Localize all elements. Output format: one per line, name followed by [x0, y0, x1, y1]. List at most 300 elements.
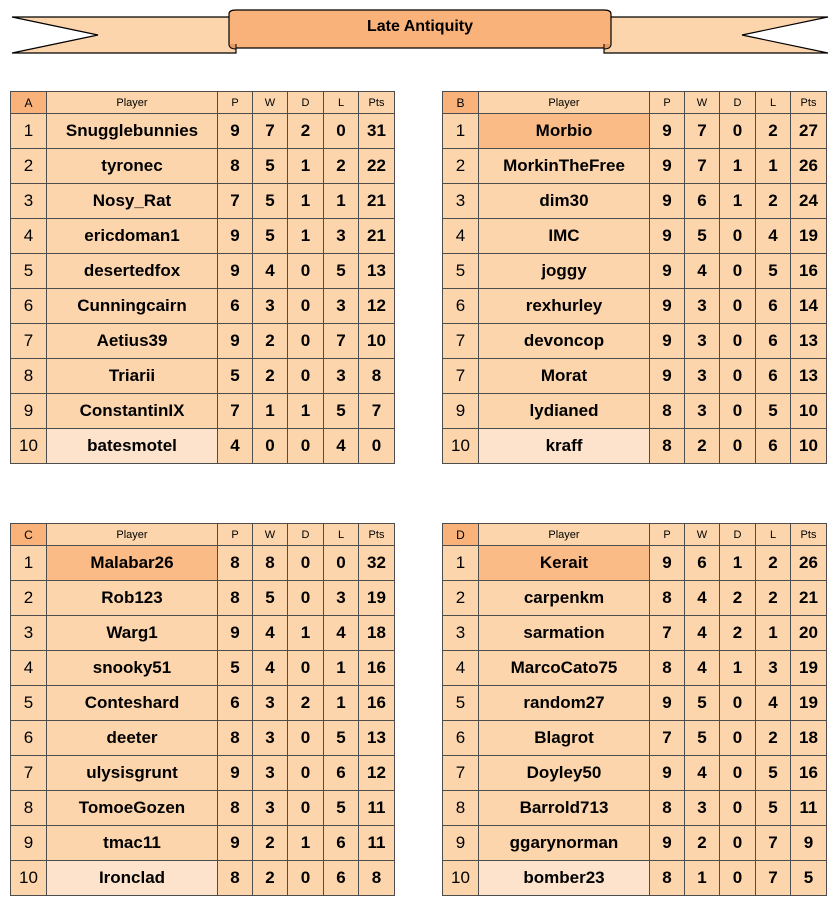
played-cell: 9: [218, 114, 253, 149]
player-name-cell: random27: [479, 686, 650, 721]
played-cell: 9: [218, 616, 253, 651]
player-name-cell: joggy: [479, 254, 650, 289]
points-header: Pts: [359, 524, 395, 546]
table-row: [443, 546, 827, 581]
lost-header: L: [756, 92, 791, 114]
lost-cell: 5: [324, 721, 359, 756]
lost-cell: 2: [756, 184, 791, 219]
won-cell: 7: [253, 114, 288, 149]
player-name-cell: dim30: [479, 184, 650, 219]
won-cell: 3: [253, 686, 288, 721]
position-cell: 6: [11, 721, 47, 756]
player-name-cell: Morbio: [479, 114, 650, 149]
position-cell: 1: [11, 546, 47, 581]
table-row: [11, 826, 395, 861]
player-name-cell: Barrold713: [479, 791, 650, 826]
points-cell: 26: [791, 546, 827, 581]
played-cell: 4: [218, 429, 253, 464]
points-cell: 10: [791, 429, 827, 464]
drawn-cell: 0: [720, 289, 756, 324]
position-cell: 9: [11, 394, 47, 429]
table-row: [11, 721, 395, 756]
table-row: [11, 114, 395, 149]
drawn-cell: 2: [720, 581, 756, 616]
lost-cell: 7: [756, 826, 791, 861]
table-row: [11, 791, 395, 826]
points-cell: 5: [791, 861, 827, 896]
points-cell: 19: [791, 651, 827, 686]
won-cell: 7: [685, 114, 720, 149]
position-cell: 10: [443, 429, 479, 464]
player-name-cell: tmac11: [47, 826, 218, 861]
drawn-cell: 1: [288, 219, 324, 254]
won-header: W: [685, 92, 720, 114]
drawn-cell: 0: [288, 756, 324, 791]
won-cell: 3: [685, 394, 720, 429]
drawn-cell: 1: [288, 184, 324, 219]
player-name-cell: ulysisgrunt: [47, 756, 218, 791]
player-name-cell: batesmotel: [47, 429, 218, 464]
position-cell: 4: [11, 219, 47, 254]
table-row: [443, 324, 827, 359]
points-cell: 16: [791, 756, 827, 791]
position-cell: 7: [443, 359, 479, 394]
lost-cell: 6: [756, 359, 791, 394]
table-row: [11, 184, 395, 219]
won-cell: 6: [685, 184, 720, 219]
table-row: [11, 394, 395, 429]
table-header-row: [11, 524, 395, 546]
won-cell: 3: [253, 756, 288, 791]
player-name-cell: rexhurley: [479, 289, 650, 324]
played-cell: 8: [218, 791, 253, 826]
points-cell: 10: [359, 324, 395, 359]
won-cell: 6: [685, 546, 720, 581]
won-cell: 5: [253, 219, 288, 254]
lost-cell: 5: [756, 254, 791, 289]
lost-cell: 3: [324, 359, 359, 394]
played-cell: 7: [650, 721, 685, 756]
points-cell: 21: [359, 184, 395, 219]
table-row: [443, 686, 827, 721]
player-name-cell: desertedfox: [47, 254, 218, 289]
position-cell: 9: [443, 826, 479, 861]
table-row: [443, 791, 827, 826]
player-name-cell: Blagrot: [479, 721, 650, 756]
position-cell: 9: [443, 394, 479, 429]
drawn-cell: 1: [720, 546, 756, 581]
points-header: Pts: [791, 524, 827, 546]
won-cell: 1: [685, 861, 720, 896]
table-row: [443, 219, 827, 254]
player-header: Player: [47, 524, 218, 546]
drawn-cell: 2: [288, 114, 324, 149]
won-cell: 4: [253, 254, 288, 289]
played-cell: 5: [218, 651, 253, 686]
played-cell: 9: [650, 149, 685, 184]
lost-cell: 7: [324, 324, 359, 359]
won-cell: 3: [685, 359, 720, 394]
points-cell: 9: [791, 826, 827, 861]
position-cell: 9: [11, 826, 47, 861]
points-cell: 16: [791, 254, 827, 289]
player-header: Player: [47, 92, 218, 114]
played-header: P: [218, 524, 253, 546]
won-cell: 3: [253, 289, 288, 324]
lost-cell: 5: [324, 394, 359, 429]
played-cell: 9: [650, 686, 685, 721]
player-name-cell: lydianed: [479, 394, 650, 429]
table-row: [11, 616, 395, 651]
played-header: P: [650, 524, 685, 546]
drawn-cell: 0: [720, 791, 756, 826]
played-cell: 8: [218, 721, 253, 756]
lost-header: L: [324, 524, 359, 546]
player-name-cell: MorkinTheFree: [479, 149, 650, 184]
points-cell: 19: [791, 219, 827, 254]
drawn-cell: 0: [720, 721, 756, 756]
points-cell: 19: [791, 686, 827, 721]
position-cell: 10: [11, 861, 47, 896]
drawn-cell: 0: [720, 686, 756, 721]
group-letter: C: [11, 524, 47, 546]
points-cell: 12: [359, 756, 395, 791]
won-cell: 7: [685, 149, 720, 184]
played-cell: 9: [650, 289, 685, 324]
position-cell: 5: [443, 254, 479, 289]
player-name-cell: Morat: [479, 359, 650, 394]
player-name-cell: Nosy_Rat: [47, 184, 218, 219]
player-name-cell: Triarii: [47, 359, 218, 394]
played-cell: 9: [650, 826, 685, 861]
drawn-cell: 0: [288, 721, 324, 756]
position-cell: 3: [11, 616, 47, 651]
position-cell: 5: [11, 254, 47, 289]
lost-cell: 4: [324, 616, 359, 651]
played-cell: 8: [218, 581, 253, 616]
won-cell: 1: [253, 394, 288, 429]
table-row: [443, 149, 827, 184]
played-cell: 9: [218, 219, 253, 254]
table-row: [11, 581, 395, 616]
points-cell: 13: [359, 721, 395, 756]
drawn-cell: 1: [288, 394, 324, 429]
played-cell: 9: [650, 254, 685, 289]
played-cell: 8: [218, 861, 253, 896]
played-cell: 9: [218, 826, 253, 861]
table-row: [11, 324, 395, 359]
position-cell: 3: [443, 616, 479, 651]
banner-left-ribbon: [12, 17, 236, 53]
player-name-cell: Warg1: [47, 616, 218, 651]
position-cell: 4: [11, 651, 47, 686]
points-cell: 14: [791, 289, 827, 324]
played-cell: 9: [650, 219, 685, 254]
lost-cell: 3: [324, 581, 359, 616]
position-cell: 10: [443, 861, 479, 896]
points-cell: 13: [791, 324, 827, 359]
won-cell: 4: [685, 616, 720, 651]
points-cell: 8: [359, 359, 395, 394]
group-letter: A: [11, 92, 47, 114]
lost-cell: 5: [324, 791, 359, 826]
lost-cell: 5: [756, 394, 791, 429]
lost-cell: 6: [324, 861, 359, 896]
drawn-cell: 0: [288, 861, 324, 896]
drawn-cell: 0: [288, 651, 324, 686]
position-cell: 2: [11, 149, 47, 184]
points-cell: 26: [791, 149, 827, 184]
points-cell: 18: [791, 721, 827, 756]
group-letter: B: [443, 92, 479, 114]
lost-cell: 2: [756, 581, 791, 616]
won-cell: 3: [685, 289, 720, 324]
drawn-cell: 0: [288, 791, 324, 826]
lost-cell: 7: [756, 861, 791, 896]
position-cell: 7: [443, 756, 479, 791]
won-cell: 0: [253, 429, 288, 464]
drawn-cell: 0: [288, 289, 324, 324]
player-name-cell: snooky51: [47, 651, 218, 686]
table-row: [11, 686, 395, 721]
played-cell: 8: [650, 861, 685, 896]
lost-cell: 3: [324, 219, 359, 254]
won-cell: 5: [253, 149, 288, 184]
lost-cell: 6: [756, 324, 791, 359]
table-row: [443, 651, 827, 686]
player-name-cell: kraff: [479, 429, 650, 464]
lost-cell: 1: [756, 149, 791, 184]
points-cell: 27: [791, 114, 827, 149]
drawn-cell: 0: [720, 429, 756, 464]
drawn-cell: 2: [720, 616, 756, 651]
lost-cell: 4: [756, 219, 791, 254]
group-table: [442, 91, 827, 464]
won-header: W: [685, 524, 720, 546]
points-cell: 18: [359, 616, 395, 651]
drawn-cell: 0: [720, 114, 756, 149]
position-cell: 7: [11, 756, 47, 791]
group-table: [10, 91, 395, 464]
drawn-cell: 0: [288, 324, 324, 359]
banner-right-ribbon: [604, 17, 828, 53]
won-header: W: [253, 92, 288, 114]
won-cell: 4: [685, 254, 720, 289]
points-cell: 31: [359, 114, 395, 149]
drawn-cell: 0: [288, 359, 324, 394]
table-row: [11, 651, 395, 686]
position-cell: 10: [11, 429, 47, 464]
drawn-cell: 0: [720, 861, 756, 896]
played-cell: 9: [650, 324, 685, 359]
won-cell: 3: [253, 791, 288, 826]
page-title: Late Antiquity: [366, 18, 474, 35]
table-row: [443, 581, 827, 616]
played-cell: 5: [218, 359, 253, 394]
table-row: [443, 254, 827, 289]
won-cell: 5: [253, 581, 288, 616]
drawn-cell: 1: [720, 149, 756, 184]
points-cell: 11: [359, 791, 395, 826]
won-cell: 2: [685, 826, 720, 861]
points-cell: 19: [359, 581, 395, 616]
points-cell: 16: [359, 651, 395, 686]
player-name-cell: tyronec: [47, 149, 218, 184]
table-row: [11, 149, 395, 184]
table-row: [443, 184, 827, 219]
lost-cell: 6: [324, 826, 359, 861]
position-cell: 6: [443, 289, 479, 324]
table-row: [443, 359, 827, 394]
position-cell: 2: [443, 581, 479, 616]
played-header: P: [218, 92, 253, 114]
won-cell: 2: [253, 861, 288, 896]
player-name-cell: Ironclad: [47, 861, 218, 896]
played-cell: 9: [218, 756, 253, 791]
drawn-cell: 1: [288, 149, 324, 184]
position-cell: 2: [11, 581, 47, 616]
lost-cell: 5: [756, 791, 791, 826]
position-cell: 8: [443, 791, 479, 826]
player-name-cell: ericdoman1: [47, 219, 218, 254]
points-cell: 13: [791, 359, 827, 394]
drawn-cell: 0: [720, 756, 756, 791]
lost-cell: 1: [324, 686, 359, 721]
table-row: [443, 721, 827, 756]
lost-cell: 4: [756, 686, 791, 721]
won-cell: 3: [685, 324, 720, 359]
drawn-header: D: [720, 92, 756, 114]
position-cell: 1: [11, 114, 47, 149]
lost-cell: 3: [756, 651, 791, 686]
points-cell: 11: [791, 791, 827, 826]
player-name-cell: IMC: [479, 219, 650, 254]
position-cell: 1: [443, 114, 479, 149]
lost-cell: 1: [756, 616, 791, 651]
played-cell: 8: [218, 149, 253, 184]
table-header-row: [443, 524, 827, 546]
won-cell: 4: [253, 616, 288, 651]
player-name-cell: Kerait: [479, 546, 650, 581]
played-cell: 8: [650, 581, 685, 616]
points-cell: 24: [791, 184, 827, 219]
points-cell: 22: [359, 149, 395, 184]
drawn-cell: 1: [288, 616, 324, 651]
drawn-cell: 0: [288, 581, 324, 616]
points-cell: 11: [359, 826, 395, 861]
table-row: [11, 219, 395, 254]
lost-cell: 2: [756, 721, 791, 756]
player-name-cell: Conteshard: [47, 686, 218, 721]
position-cell: 8: [11, 359, 47, 394]
drawn-cell: 0: [288, 254, 324, 289]
lost-cell: 1: [324, 651, 359, 686]
lost-cell: 2: [756, 546, 791, 581]
position-cell: 6: [11, 289, 47, 324]
position-cell: 3: [11, 184, 47, 219]
won-cell: 3: [253, 721, 288, 756]
player-name-cell: devoncop: [479, 324, 650, 359]
lost-cell: 2: [324, 149, 359, 184]
points-header: Pts: [359, 92, 395, 114]
table-row: [11, 429, 395, 464]
table-row: [443, 826, 827, 861]
won-cell: 5: [685, 686, 720, 721]
lost-cell: 6: [324, 756, 359, 791]
points-cell: 8: [359, 861, 395, 896]
player-name-cell: sarmation: [479, 616, 650, 651]
player-name-cell: ConstantinIX: [47, 394, 218, 429]
position-cell: 2: [443, 149, 479, 184]
table-header-row: [11, 92, 395, 114]
drawn-cell: 0: [720, 254, 756, 289]
table-header-row: [443, 92, 827, 114]
lost-cell: 6: [756, 289, 791, 324]
player-name-cell: Doyley50: [479, 756, 650, 791]
drawn-cell: 2: [288, 686, 324, 721]
drawn-cell: 0: [720, 324, 756, 359]
table-row: [11, 546, 395, 581]
position-cell: 4: [443, 651, 479, 686]
drawn-cell: 0: [288, 429, 324, 464]
player-name-cell: carpenkm: [479, 581, 650, 616]
drawn-header: D: [720, 524, 756, 546]
table-row: [443, 429, 827, 464]
drawn-cell: 0: [720, 219, 756, 254]
points-cell: 13: [359, 254, 395, 289]
played-cell: 7: [650, 616, 685, 651]
position-cell: 5: [443, 686, 479, 721]
won-cell: 5: [685, 721, 720, 756]
table-row: [443, 756, 827, 791]
lost-cell: 4: [324, 429, 359, 464]
player-name-cell: bomber23: [479, 861, 650, 896]
played-cell: 9: [650, 184, 685, 219]
position-cell: 3: [443, 184, 479, 219]
won-cell: 4: [685, 581, 720, 616]
drawn-cell: 1: [288, 826, 324, 861]
played-cell: 8: [218, 546, 253, 581]
lost-cell: 0: [324, 546, 359, 581]
drawn-header: D: [288, 92, 324, 114]
player-name-cell: ggarynorman: [479, 826, 650, 861]
drawn-cell: 0: [720, 826, 756, 861]
played-cell: 7: [218, 184, 253, 219]
lost-cell: 5: [756, 756, 791, 791]
table-row: [443, 616, 827, 651]
won-cell: 2: [253, 359, 288, 394]
player-header: Player: [479, 92, 650, 114]
won-cell: 3: [685, 791, 720, 826]
points-cell: 16: [359, 686, 395, 721]
won-cell: 5: [685, 219, 720, 254]
points-cell: 0: [359, 429, 395, 464]
won-cell: 2: [253, 826, 288, 861]
played-cell: 8: [650, 394, 685, 429]
drawn-cell: 0: [720, 359, 756, 394]
played-cell: 9: [218, 324, 253, 359]
points-cell: 10: [791, 394, 827, 429]
player-name-cell: Rob123: [47, 581, 218, 616]
points-cell: 20: [791, 616, 827, 651]
player-name-cell: Malabar26: [47, 546, 218, 581]
drawn-cell: 1: [720, 651, 756, 686]
player-name-cell: Cunningcairn: [47, 289, 218, 324]
position-cell: 4: [443, 219, 479, 254]
points-cell: 7: [359, 394, 395, 429]
position-cell: 8: [11, 791, 47, 826]
points-cell: 21: [359, 219, 395, 254]
